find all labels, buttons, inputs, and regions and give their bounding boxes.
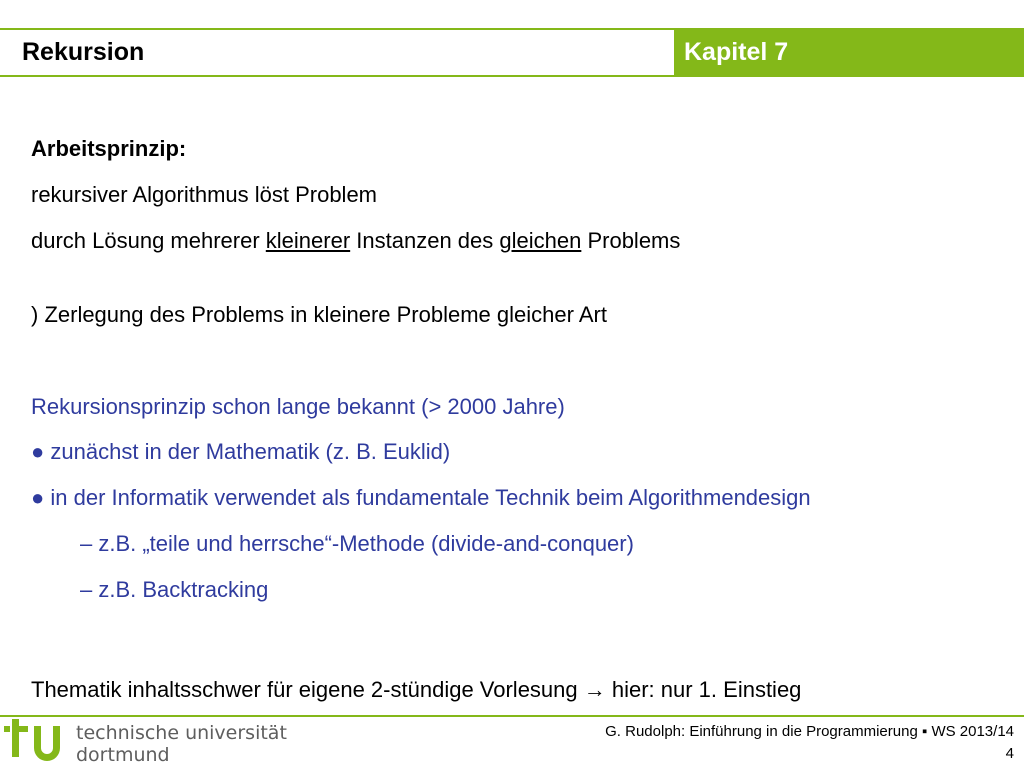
tu-dortmund-logo (4, 719, 287, 767)
tu-logo-icon (4, 719, 66, 765)
text-line-2-part3: Problems (581, 228, 681, 253)
slide-title: Rekursion (22, 38, 145, 66)
chapter-badge (674, 29, 1024, 76)
logo-text-line1: technische universität (76, 722, 287, 744)
logo-text-line2: dortmund (76, 744, 170, 766)
sub-item-2: – z.B. Backtracking (80, 577, 269, 602)
section-heading: Arbeitsprinzip: (31, 136, 187, 161)
footer-rule (0, 715, 1024, 717)
blue-heading: Rekursionsprinzip schon lange bekannt (> 2000 Jahre) (31, 394, 565, 419)
text-line-2 (31, 227, 680, 255)
bullet-item-1: ● zunächst in der Mathematik (z. B. Euklid) (31, 439, 451, 464)
conclusion-line: ) Zerlegung des Problems in kleinere Probleme gleicher Art (31, 302, 607, 327)
bullet-item-2: ● in der Informatik verwendet als fundamentale Technik beim Algorithmendesign (31, 485, 811, 510)
page-number: 4 (1005, 745, 1014, 762)
text-line-2-part2: Instanzen des (350, 228, 500, 253)
sub-item-1: – z.B. „teile und herrsche“-Methode (divide-and-conquer) (80, 531, 634, 556)
underlined-word-kleinerer: kleinerer (265, 228, 351, 253)
credit-text: G. Rudolph: Einführung in die Programmierung ▪ WS 2013/14 (605, 723, 1014, 740)
footer-credit (605, 721, 1014, 765)
text-line-1: rekursiver Algorithmus löst Problem (31, 182, 378, 207)
final-line: Thematik inhaltsschwer für eigene 2-stündige Vorlesung → hier: nur 1. Einstieg (31, 677, 802, 702)
underlined-word-gleichen: gleichen (499, 228, 582, 253)
text-line-2-part1: durch Lösung mehrerer (31, 228, 266, 253)
chapter-label: Kapitel 7 (684, 38, 789, 66)
